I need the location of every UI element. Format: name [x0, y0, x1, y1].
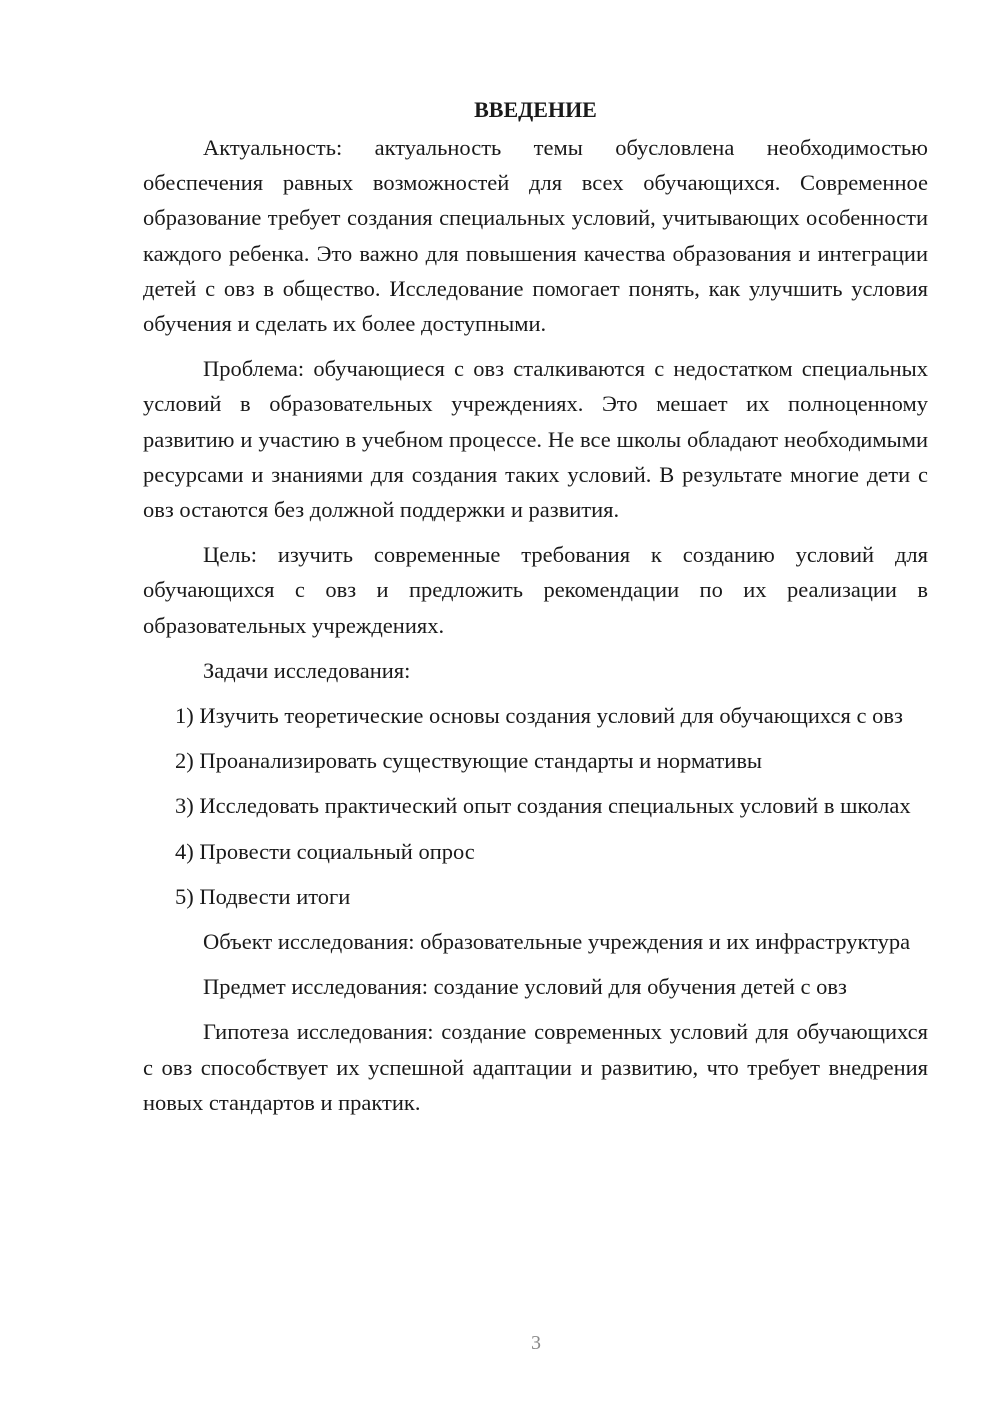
problem-paragraph: Проблема: обучающиеся с овз сталкиваются с недостатком специальных условий в образовательных учреждениях. Это мешает их полноценному развитию и участию в учебном процессе. Не все школы обладают необходимыми ресурсами и знаниями для создания таких условий. В результате многие дети с овз остаются без должной поддержки и развития.: [143, 356, 928, 523]
hypothesis-paragraph: Гипотеза исследования: создание современных условий для обучающихся с овз способствует их успешной адаптации и развитию, что требует внедрения новых стандартов и практик.: [143, 1019, 928, 1115]
task-item: 2) Проанализировать существующие стандарты и нормативы: [175, 748, 763, 774]
object-paragraph: Объект исследования: образовательные учреждения и их инфраструктура: [203, 929, 911, 955]
relevance-paragraph: Актуальность: актуальность темы обусловлена необходимостью обеспечения равных возможностей для всех обучающихся. Современное образование требует создания специальных условий, учитывающих особенности каждого ребенка. Это важно для повышения качества образования и интеграции детей с овз в общество. Исследование помогает понять, как улучшить условия обучения и сделать их более доступными.: [143, 135, 928, 337]
task-item: 1) Изучить теоретические основы создания условий для обучающихся с овз: [175, 703, 903, 729]
tasks-heading: Задачи исследования:: [203, 657, 411, 683]
goal-paragraph: Цель: изучить современные требования к созданию условий для обучающихся с овз и предложить рекомендации по их реализации в образовательных учреждениях.: [143, 542, 928, 638]
page-number: 3: [531, 1332, 541, 1354]
task-item: 3) Исследовать практический опыт создания специальных условий в школах: [175, 793, 911, 819]
subject-paragraph: Предмет исследования: создание условий для обучения детей с овз: [203, 974, 847, 1000]
page-title: ВВЕДЕНИЕ: [474, 97, 597, 122]
document-page: [143, 92, 928, 1130]
task-item: 5) Подвести итоги: [175, 883, 351, 909]
task-item: 4) Провести социальный опрос: [175, 838, 475, 864]
